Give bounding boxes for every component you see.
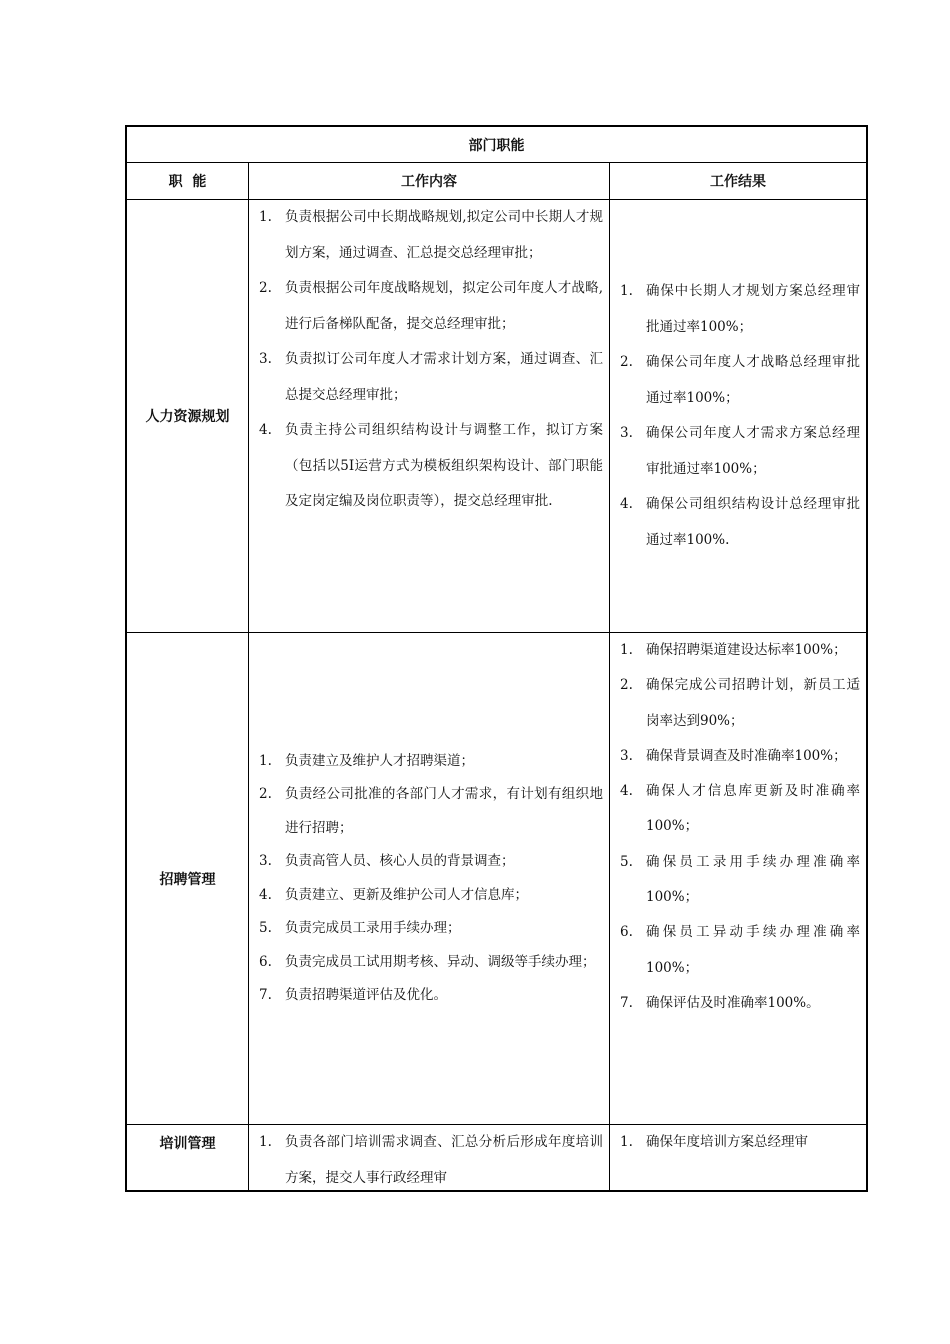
item-number: 4. xyxy=(259,422,272,438)
item-number: 3. xyxy=(620,747,633,764)
item-number: 1. xyxy=(620,283,633,299)
item-text: 确保公司年度人才需求方案总经理审批通过率100%； xyxy=(646,425,860,477)
list-item xyxy=(249,879,609,913)
result-cell xyxy=(610,200,866,632)
result-list xyxy=(610,1125,866,1161)
item-text: 负责根据公司中长期战略规划,拟定公司中长期人才规划方案，通过调查、汇总提交总经理审批； xyxy=(285,209,603,261)
item-number: 2. xyxy=(259,280,272,296)
list-item xyxy=(610,274,866,345)
item-number: 3. xyxy=(259,853,272,869)
list-item xyxy=(610,668,866,739)
item-text: 负责拟订公司年度人才需求计划方案，通过调查、汇总提交总经理审批； xyxy=(285,351,603,403)
list-item xyxy=(249,342,609,413)
list-item xyxy=(249,912,609,946)
function-cell: 人力资源规划 xyxy=(127,200,249,632)
function-cell: 招聘管理 xyxy=(127,633,249,1124)
list-item xyxy=(249,946,609,980)
header-content: 工作内容 xyxy=(249,163,610,199)
item-text: 负责招聘渠道评估及优化。 xyxy=(285,987,447,1003)
table-row xyxy=(127,200,866,633)
list-item xyxy=(249,979,609,1013)
item-text: 确保员工异动手续办理准确率100%； xyxy=(646,924,860,976)
item-text: 确保完成公司招聘计划，新员工适岗率达到90%； xyxy=(646,677,860,729)
header-result: 工作结果 xyxy=(710,174,766,190)
item-text: 负责建立及维护人才招聘渠道； xyxy=(285,752,474,769)
item-text: 负责根据公司年度战略规划，拟定公司年度人才战略,进行后备梯队配备，提交总经理审批； xyxy=(285,280,603,332)
item-number: 1. xyxy=(259,1134,272,1150)
item-number: 4. xyxy=(620,783,633,800)
item-number: 7. xyxy=(620,994,633,1011)
item-number: 1. xyxy=(259,209,272,225)
item-text: 确保员工录用手续办理准确率100%； xyxy=(646,853,860,906)
table-row xyxy=(127,1125,866,1192)
item-text: 确保招聘渠道建设达标率100%； xyxy=(646,642,847,658)
item-number: 3. xyxy=(259,351,272,367)
list-item xyxy=(249,1125,609,1190)
list-item xyxy=(610,487,866,558)
list-item xyxy=(610,739,866,774)
item-text: 确保公司组织结构设计总经理审批通过率100%. xyxy=(646,496,860,548)
item-text: 确保公司年度人才战略总经理审批通过率100%； xyxy=(646,354,860,406)
result-list xyxy=(610,633,866,1021)
item-number: 1. xyxy=(620,1134,633,1150)
item-text: 确保中长期人才规划方案总经理审批通过率100%； xyxy=(646,283,860,335)
item-number: 2. xyxy=(620,354,633,370)
item-number: 2. xyxy=(259,786,272,802)
list-item xyxy=(610,986,866,1021)
content-cell xyxy=(249,633,610,1124)
content-cell xyxy=(249,200,610,632)
list-item xyxy=(249,778,609,845)
list-item xyxy=(610,633,866,668)
item-text: 确保人才信息库更新及时准确率100%； xyxy=(646,783,860,835)
content-list xyxy=(249,745,609,1013)
item-number: 4. xyxy=(259,886,272,903)
item-text: 负责主持公司组织结构设计与调整工作，拟订方案（包括以5I运营方式为模板组织架构设计、部门职能及定岗定编及岗位职责等），提交总经理审批. xyxy=(285,422,603,509)
result-cell xyxy=(610,633,866,1124)
item-text: 负责完成员工试用期考核、异动、调级等手续办理； xyxy=(285,953,596,970)
header-row xyxy=(127,163,866,200)
item-number: 6. xyxy=(259,953,272,970)
table-row xyxy=(127,633,866,1125)
list-item xyxy=(249,271,609,342)
list-item xyxy=(249,745,609,779)
list-item xyxy=(610,774,866,845)
item-text: 负责各部门培训需求调查、汇总分析后形成年度培训方案，提交人事行政经理审 xyxy=(285,1134,603,1186)
item-number: 1. xyxy=(620,642,633,658)
item-text: 负责建立、更新及维护公司人才信息库； xyxy=(285,886,528,903)
item-number: 5. xyxy=(259,920,272,936)
item-text: 负责完成员工录用手续办理； xyxy=(285,920,461,936)
list-item xyxy=(610,845,866,916)
item-text: 确保评估及时准确率100%。 xyxy=(646,994,820,1011)
content-list xyxy=(249,1125,609,1190)
item-text: 确保背景调查及时准确率100%； xyxy=(646,747,847,764)
result-list xyxy=(610,274,866,558)
list-item xyxy=(610,1125,866,1161)
content-list xyxy=(249,200,609,520)
item-text: 负责高管人员、核心人员的背景调查； xyxy=(285,853,515,869)
list-item xyxy=(249,845,609,879)
item-text: 确保年度培训方案总经理审 xyxy=(646,1134,808,1150)
item-number: 7. xyxy=(259,987,272,1003)
item-number: 5. xyxy=(620,853,633,870)
function-table xyxy=(125,125,868,1192)
list-item xyxy=(610,345,866,416)
item-number: 3. xyxy=(620,425,633,441)
content-cell xyxy=(249,1125,610,1190)
item-number: 4. xyxy=(620,496,633,512)
item-number: 6. xyxy=(620,924,633,941)
list-item xyxy=(610,416,866,487)
header-function: 职 能 xyxy=(127,163,249,199)
item-number: 2. xyxy=(620,677,633,694)
result-cell xyxy=(610,1125,866,1190)
list-item xyxy=(249,413,609,520)
list-item xyxy=(610,915,866,986)
item-number: 1. xyxy=(259,752,272,769)
item-text: 负责经公司批准的各部门人才需求，有计划有组织地进行招聘； xyxy=(285,786,603,836)
table-title: 部门职能 xyxy=(127,127,866,163)
function-cell: 培训管理 xyxy=(127,1125,249,1190)
list-item xyxy=(249,200,609,271)
